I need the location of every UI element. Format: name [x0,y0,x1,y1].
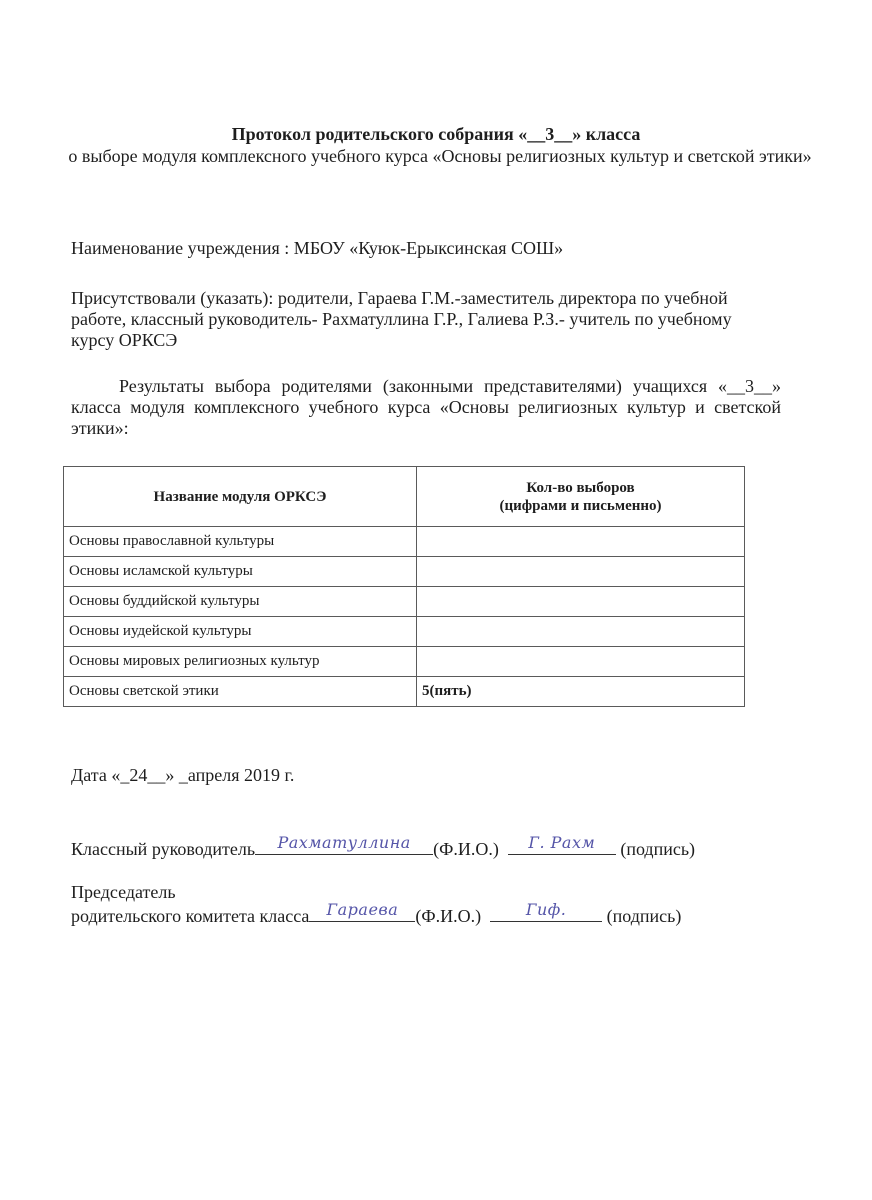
table-row [64,557,745,587]
header-count-line2: (цифрами и письменно) [499,497,662,514]
committee-chair-name-caption: (Ф.И.О.) [415,906,482,926]
table-row [64,587,745,617]
committee-chair-label-line1: Председатель [71,882,176,902]
class-teacher-label: Классный руководитель [71,839,256,859]
module-name-cell: Основы православной культуры [64,527,417,557]
institution-line: Наименование учреждения : МБОУ «Куюк-Ерыксинская СОШ» [71,238,564,258]
header-module-name: Название модуля ОРКСЭ [64,467,417,527]
committee-chair-label: родительского комитета класса [71,906,310,926]
choice-count-cell [417,647,745,677]
class-teacher-name-field [255,833,433,855]
choice-count-cell [417,557,745,587]
results-intro-paragraph: Результаты выбора родителями (законными представителями) учащихся «__3__» класса модуля комплексного учебного курса «Основы религиозных культур и светской этики»: [71,376,781,438]
table-header-row [64,467,745,527]
class-teacher-signature-handwritten: Г. Рахм [528,833,596,852]
table-row [64,617,745,647]
class-teacher-signature-field [508,833,616,855]
document-title: Протокол родительского собрания «__3__» класса [231,124,641,144]
modules-table [63,466,745,707]
document-subtitle: о выборе модуля комплексного учебного курса «Основы религиозных культур и светской этики» [68,146,812,166]
class-teacher-signature-line [71,833,696,860]
table-row [64,647,745,677]
class-teacher-name-handwritten: Рахматуллина [277,833,411,852]
class-teacher-signature-caption: (подпись) [620,839,696,859]
module-name-cell: Основы мировых религиозных культур [64,647,417,677]
module-name-cell: Основы светской этики [64,677,417,707]
committee-chair-signature-handwritten: Гиф. [525,900,567,919]
committee-chair-signature-field [490,900,602,922]
committee-chair-signature-line [71,900,682,927]
table-row [64,527,745,557]
class-teacher-name-caption: (Ф.И.О.) [433,839,499,859]
module-name-cell: Основы буддийской культуры [64,587,417,617]
module-name-cell: Основы иудейской культуры [64,617,417,647]
table-row [64,677,745,707]
attendees-paragraph: Присутствовали (указать): родители, Гараева Г.М.-заместитель директора по учебной работе, классный руководитель- Рахматуллина Г.Р., Галиева Р.З.- учитель по учебному курсу ОРКСЭ [71,288,732,350]
module-name-cell: Основы исламской культуры [64,557,417,587]
date-line: Дата «_24__» _апреля 2019 г. [71,765,295,785]
choice-count-cell [417,617,745,647]
header-choice-count [417,467,745,527]
choice-count-cell: 5(пять) [417,677,745,707]
choice-count-cell [417,527,745,557]
committee-chair-signature-caption: (подпись) [606,906,682,926]
committee-chair-name-handwritten: Гараева [326,900,399,919]
committee-chair-name-field [309,900,415,922]
header-count-line1: Кол-во выборов [526,479,635,496]
choice-count-cell [417,587,745,617]
